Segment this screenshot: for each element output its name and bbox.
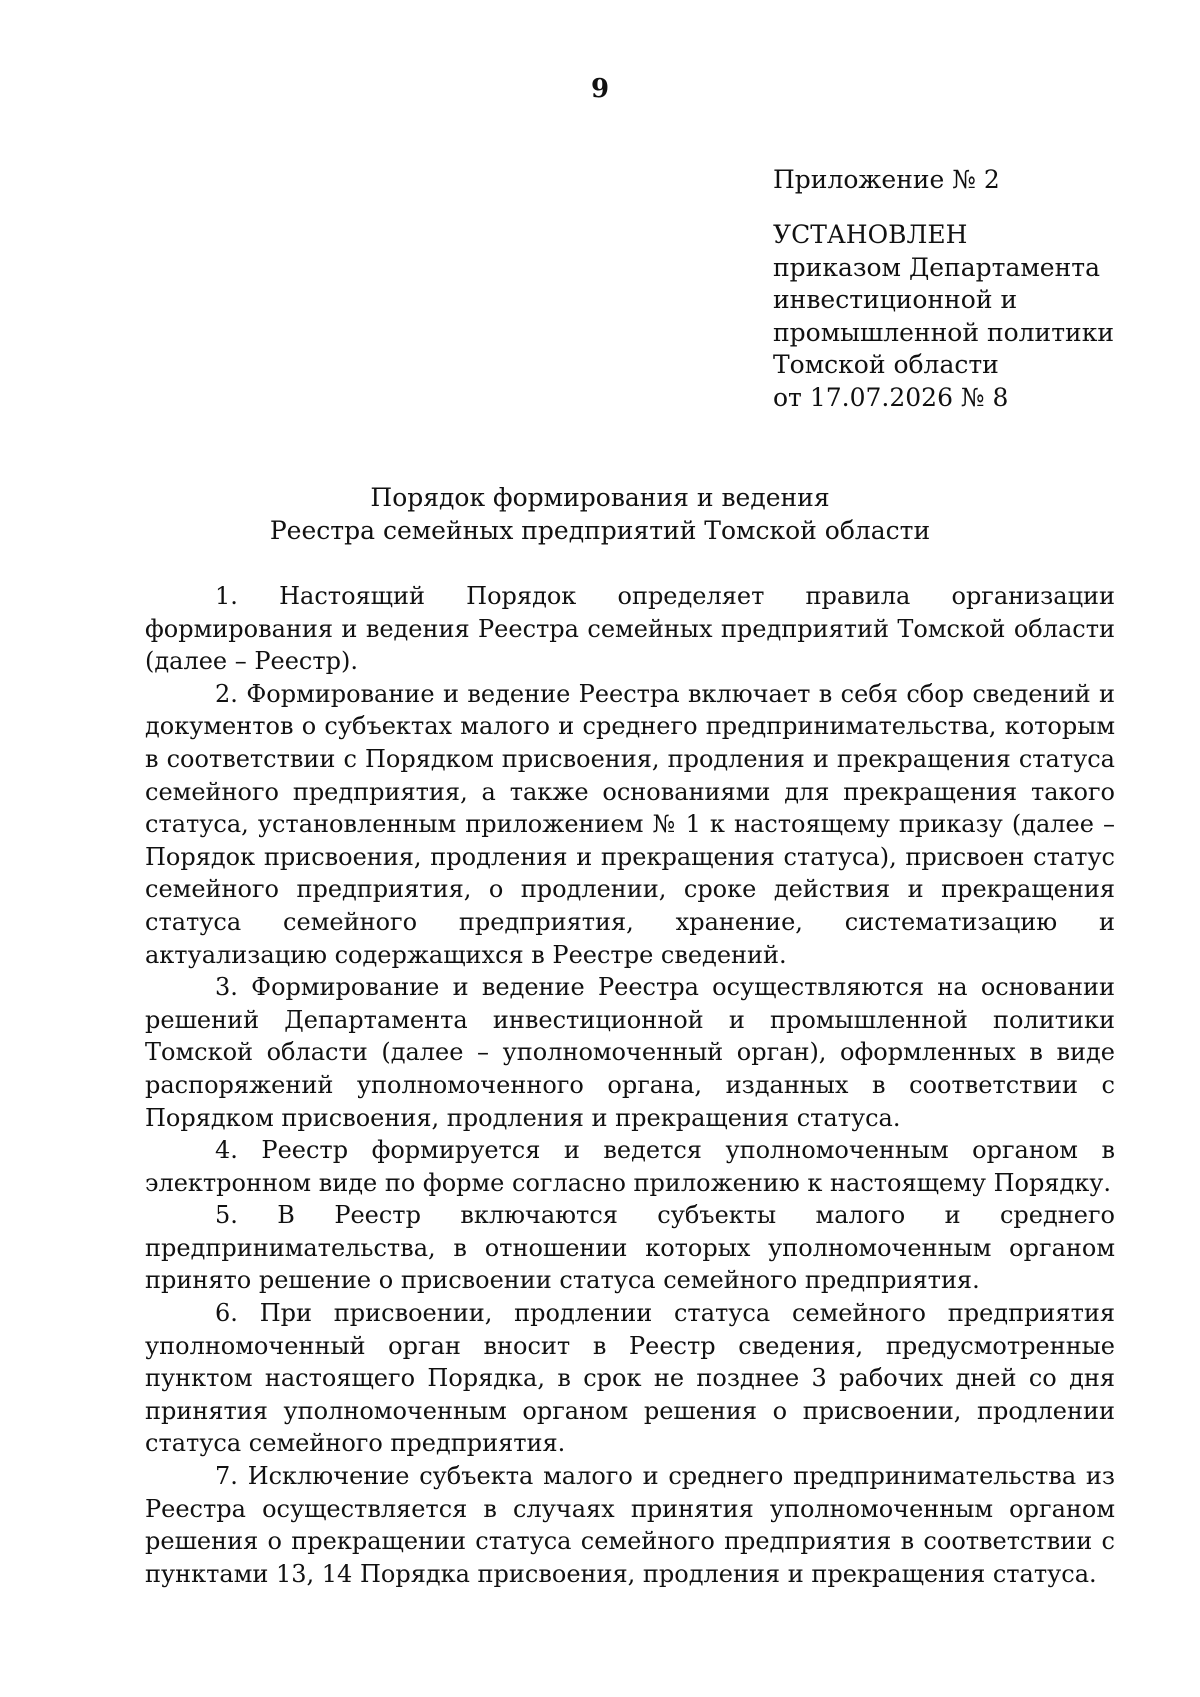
- approval-block: [773, 164, 1173, 414]
- paragraph-2: [145, 678, 1115, 971]
- paragraph-text: При присвоении, продлении статуса семейного предприятия уполномоченный орган вносит в Реестр сведения, предусмотренные пунктом настоящего Порядка, в срок не позднее 3 рабочих дней со дня принятия уполномоченным органом решения о присвоении, продлении статуса семейного предприятия.: [145, 1299, 1115, 1458]
- page-number: 9: [590, 74, 610, 104]
- paragraph-1: [145, 580, 1115, 678]
- paragraph-6: [145, 1297, 1115, 1460]
- paragraph-text: Формирование и ведение Реестра осуществляются на основании решений Департамента инвестиционной и промышленной политики Томской области (далее – уполномоченный орган), оформленных в виде распоряжений уполномоченного органа, изданных в соответствии с Порядком присвоения, продления и прекращения статуса.: [145, 973, 1115, 1132]
- paragraph-number: 7.: [215, 1462, 238, 1491]
- paragraph-number: 2.: [215, 679, 238, 708]
- title-line-2: Реестра семейных предприятий Томской области: [269, 516, 931, 545]
- paragraph-number: 5.: [215, 1201, 238, 1230]
- document-body: [145, 580, 1115, 1590]
- paragraph-number: 3.: [215, 973, 238, 1002]
- paragraph-text: Реестр формируется и ведется уполномоченным органом в электронном виде по форме согласно приложению к настоящему Порядку.: [145, 1136, 1115, 1197]
- approval-line: УСТАНОВЛЕН: [773, 220, 968, 249]
- approval-stamp-text: [773, 219, 1173, 414]
- paragraph-5: [145, 1199, 1115, 1297]
- paragraph-number: 1.: [215, 582, 238, 610]
- title-line-1: Порядок формирования и ведения: [370, 483, 830, 512]
- paragraph-4: [145, 1134, 1115, 1199]
- paragraph-number: 6.: [215, 1299, 238, 1328]
- approval-line: от 17.07.2026 № 8: [773, 382, 1009, 412]
- paragraph-text: Настоящий Порядок определяет правила организации формирования и ведения Реестра семейных предприятий Томской области (далее – Реестр).: [145, 582, 1116, 676]
- appendix-label: Приложение № 2: [773, 165, 1000, 194]
- paragraph-7: [145, 1460, 1115, 1590]
- document-title: [100, 481, 1100, 547]
- approval-line: промышленной политики: [773, 317, 1115, 347]
- paragraph-3: [145, 971, 1115, 1134]
- approval-line: приказом Департамента: [773, 252, 1101, 282]
- paragraph-text: Исключение субъекта малого и среднего предпринимательства из Реестра осуществляется в случаях принятия уполномоченным органом решения о прекращении статуса семейного предприятия в соответствии с пунктами 13, 14 Порядка присвоения, продления и прекращения статуса.: [145, 1462, 1115, 1588]
- paragraph-number: 4.: [215, 1136, 238, 1165]
- paragraph-text: Формирование и ведение Реестра включает в себя сбор сведений и документов о субъектах малого и среднего предпринимательства, которым в соответствии с Порядком присвоения, продления и прекращения статуса семейного предприятия, а также основаниями для прекращения такого статуса, установленным приложением № 1 к настоящему приказу (далее – Порядок присвоения, продления и прекращения статуса), присвоен статус семейного предприятия, о продлении, сроке действия и прекращения статуса семейного предприятия, хранение, систематизацию и актуализацию содержащихся в Реестре сведений.: [145, 679, 1115, 969]
- approval-line: инвестиционной и: [773, 285, 1018, 314]
- approval-line: Томской области: [773, 350, 999, 379]
- paragraph-text: В Реестр включаются субъекты малого и среднего предпринимательства, в отношении которых уполномоченным органом принято решение о присвоении статуса семейного предприятия.: [145, 1201, 1115, 1295]
